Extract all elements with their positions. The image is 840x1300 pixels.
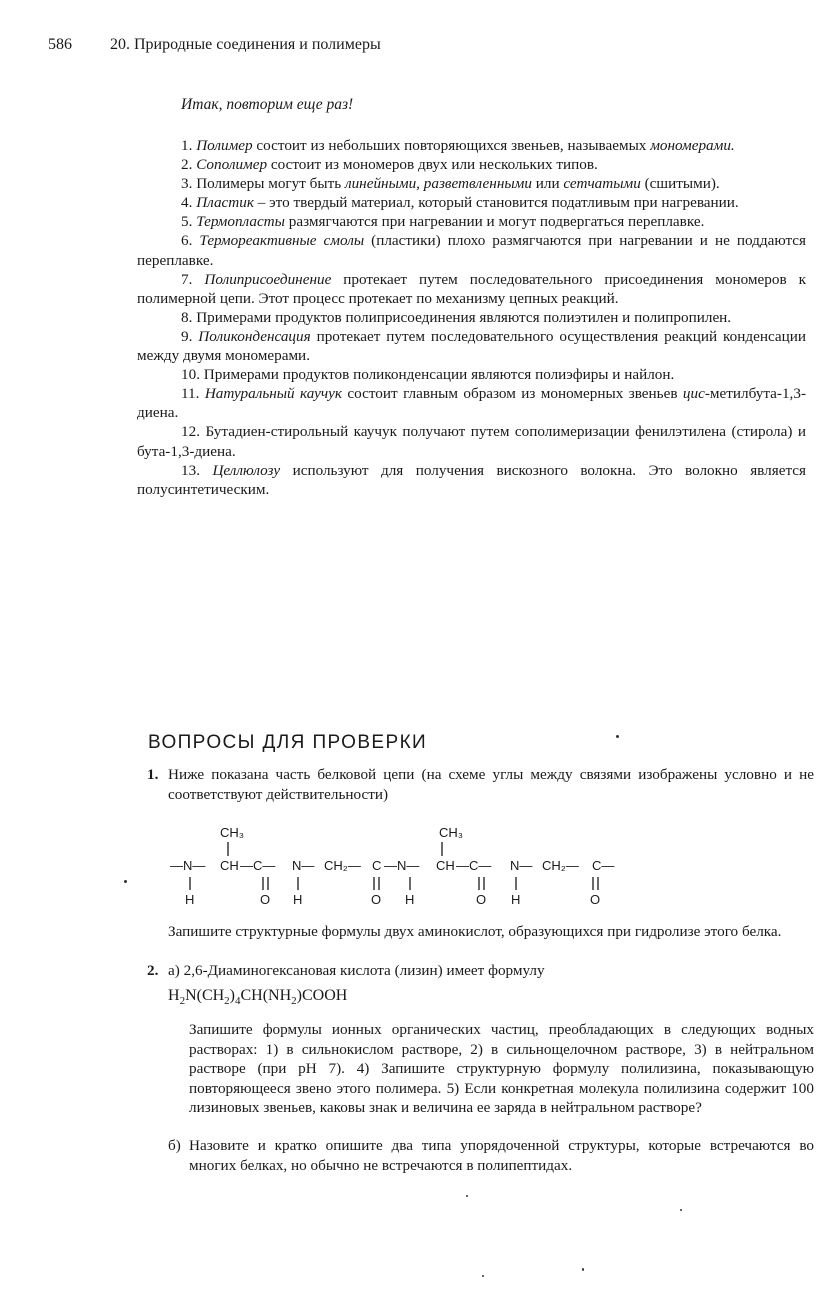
summary-item-number: 13. [181,461,200,479]
formula-chain-11: CH₂— [542,858,579,873]
formula-ch3-2: CH₃ [439,825,464,840]
summary-text: протекает путем последовательного осуществления реакций конденсации между двумя мономерами. [137,327,807,365]
summary-text: Полимеры могут быть [196,175,345,193]
formula-h-2: H [293,892,303,907]
summary-item [137,308,806,327]
scan-speck [582,1268,584,1271]
questions-heading: ВОПРОСЫ ДЛЯ ПРОВЕРКИ [148,732,428,753]
summary-text: используют для получения вискозного волокна. Это волокно является полусинтетическим. [137,461,807,498]
summary-term: Термореактивные смолы [199,232,365,250]
summary-item [137,461,806,499]
question-1-number: 1. [147,766,159,783]
summary-term: сетчатыми [563,175,641,193]
question-2b-text: Назовите и кратко опишите два типа упорядоченной структуры, которые встречаются во многих белках, но обычно не встречаются в полипептидах. [189,1137,814,1174]
formula-o-4: O [590,892,601,907]
formula-chain-7: —N— [384,858,420,873]
summary-text: протекает путем последовательного присоединения мономеров к полимерной цепи. Этот процесс протекает по механизму цепных реакций. [137,270,806,307]
question-1-task: Запишите структурные формулы двух аминокислот, образующихся при гидролизе этого белка. [168,923,782,940]
formula-chain-1: —N— [170,858,206,873]
summary-item-number: 3. [181,175,193,193]
summary-text: Бутадиен-стирольный каучук получают путем сополимеризации фенилэтилена (стирола) и бута-1,3-диена. [137,423,806,460]
summary-item [137,327,806,365]
scan-speck [124,880,127,883]
formula-chain-4: N— [292,858,315,873]
formula-chain-5: CH₂— [324,858,361,873]
question-1 [147,765,814,804]
summary-text: (сшитыми). [640,175,720,193]
formula-chain-3: —C— [240,858,276,873]
summary-term: Натуральный каучук [204,385,343,403]
summary-text: или [531,175,564,193]
summary-item-number: 2. [181,156,193,174]
summary-text: Примерами продуктов поликонденсации являются полиэфиры и найлон. [203,366,675,384]
summary-text: состоит из мономеров двух или нескольких типов. [267,156,598,174]
running-header [48,36,381,54]
question-2-number: 2. [147,962,159,979]
question-2a-detail: Запишите формулы ионных органических частиц, преобладающих в следующих водных растворах: 1) в сильнокислом растворе, 2) в сильнощелочном растворе, 3) в нейтральном растворе (при pH 7). 4) Запишите структурную формулу полилизина, показывающую повторяющееся звено этого полимера. 5) Если конкретная молекула полилизина содержит 100 лизиновых звеньев, каковы знак и величина ее заряда в нейтральном растворе? [189,1021,814,1116]
formula-chain-2: CH [220,858,239,873]
summary-item [137,155,806,174]
summary-item-number: 9. [181,327,193,345]
summary-term: Полимер [196,137,253,154]
scan-speck [482,1275,484,1277]
scan-speck [616,735,619,738]
summary-item-number: 4. [181,194,193,212]
question-2b-label: б) [168,1137,181,1154]
formula-h-4: H [511,892,521,907]
summary-text: состоит из небольших повторяющихся звеньев, называемых [252,137,651,154]
summary-item [137,422,806,460]
chapter-title: 20. Природные соединения и полимеры [110,36,381,53]
summary-item-number: 6. [181,232,193,250]
question-2a-text: 2,6-Диаминогексановая кислота (лизин) имеет формулу [183,962,545,979]
question-2b [168,1136,814,1175]
summary-term: Поликонденсация [198,327,311,345]
summary-term: Сополимер [196,156,268,174]
summary-item [137,193,806,212]
formula-chain-6: C [372,858,382,873]
formula-h-3: H [405,892,415,907]
summary-term: линейными, разветвленными [344,175,532,193]
summary-item-number: 5. [181,213,193,231]
protein-chain-formula [160,820,640,912]
question-2a-label: а) [168,962,180,979]
summary-term: Целлюлозу [212,461,281,479]
summary-term: мономерами. [650,137,735,154]
question-2 [147,961,814,981]
formula-h-1: H [185,892,195,907]
page-number: 586 [48,36,72,53]
summary-text: (пластики) плохо размягчаются при нагревании и не поддаются переплавке. [137,232,807,269]
scan-speck [466,1195,468,1197]
summary-item [137,365,806,384]
summary-text: -метилбута-1,3-диена. [137,385,807,422]
summary-title: Итак, повторим еще раз! [181,96,354,113]
scan-speck [680,1209,682,1211]
summary-item-number: 10. [181,366,200,384]
lysine-formula: $H_2N(CH_2)_4CH(NH_2)COOH$ [168,987,348,1008]
summary-item [137,212,806,231]
summary-text: Примерами продуктов полиприсоединения являются полиэтилен и полипропилен. [196,308,732,326]
summary-term: Пластик [196,194,254,212]
summary-item [137,231,806,269]
summary-item-number: 8. [181,308,193,326]
formula-chain-12: C— [592,858,615,873]
formula-o-3: O [476,892,487,907]
summary-term: Полиприсоединение [204,270,332,288]
summary-text: – это твердый материал, который становится податливым при нагревании. [253,194,739,212]
formula-chain-8: CH [436,858,455,873]
summary-item [137,136,806,155]
summary-item-number: 12. [181,423,200,441]
summary-item-number: 11. [181,385,200,403]
summary-list [137,136,806,499]
summary-text: состоит главным образом из мономерных звеньев [342,385,683,403]
summary-item-number: 1. [181,137,193,154]
formula-o-2: O [371,892,382,907]
summary-term: цис [682,385,705,403]
summary-term: Термопласты [196,213,285,231]
formula-ch3-1: CH₃ [220,825,245,840]
summary-item-number: 7. [181,270,193,288]
formula-chain-10: N— [510,858,533,873]
summary-text: размягчаются при нагревании и могут подвергаться переплавке. [284,213,705,231]
summary-item [137,270,806,308]
formula-o-1: O [260,892,271,907]
formula-chain-9: —C— [456,858,492,873]
summary-item [137,384,806,422]
summary-item [137,174,806,193]
question-1-text: Ниже показана часть белковой цепи (на схеме углы между связями изображены условно и не соответствуют действительности) [168,766,814,803]
